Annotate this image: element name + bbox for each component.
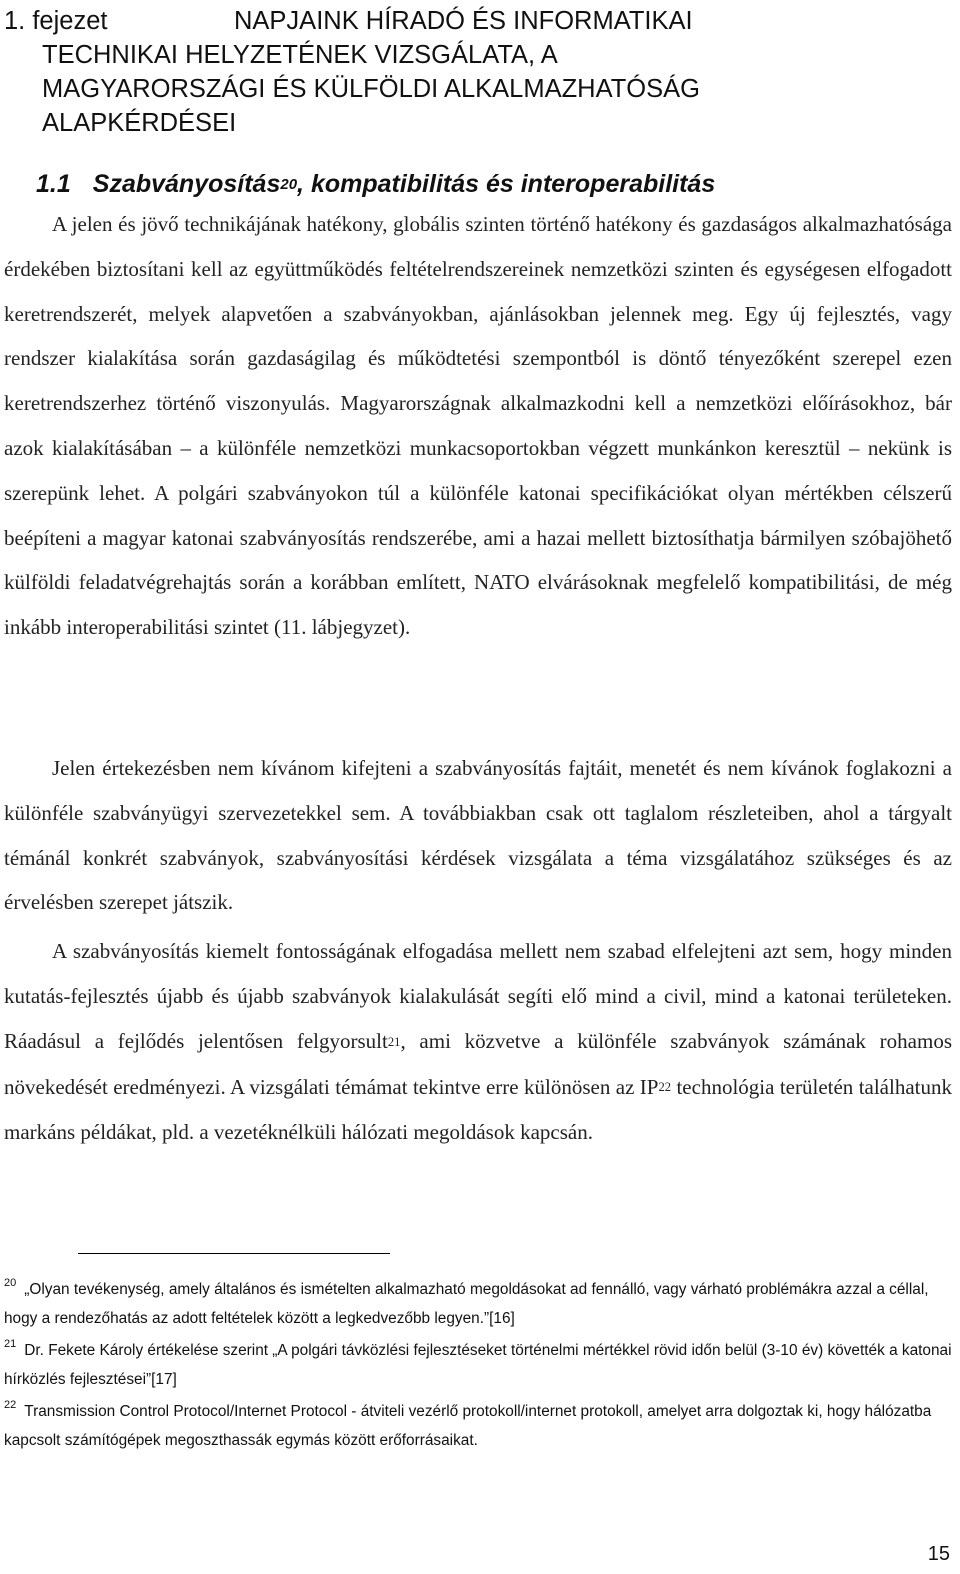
footnote-text: „Olyan tevékenység, amely általános és ismételten alkalmazható megoldásokat ad fennálló, vagy várható problémákra azzal a céllal, hogy a rendezőhatás az adott feltételek között a legkedvezőbb legyen.”[16] [4, 1281, 929, 1327]
chapter-label: 1. fejezet [4, 7, 108, 35]
paragraph-1-text: A jelen és jövő technikájának hatékony, globális szinten történő hatékony és gazdaságos alkalmazhatósága érdekében biztosítani kell az együttműködés feltételrendszereinek nemzetközi szinten és egységesen elfogadott keretrendszerét, melyek alapvetően a szabványokban, ajánlásokban jelennek meg. Egy új fejlesztés, vagy rendszer kialakítása során gazdaságilag és működtetési szempontból is döntő tényezőként szerepel ezen keretrendszerhez történő viszonyulás. Magyarországnak alkalmazkodni kell a nemzetközi előírásokhoz, bár azok kialakításában – a különféle nemzetközi munkacsoportokban végzett munkánkon keresztül – nekünk is szerepünk lehet. A polgári szabványokon túl a különféle katonai specifikációkat olyan mértékben célszerű beépíteni a magyar katonai szabványosítás rendszerébe, ami a hazai mellett biztosíthatja bármilyen szóbajöhető külföldi feladatvégrehajtás során a korábban említett, NATO elvárásoknak megfelelő kompatibilitási, de még inkább interoperabilitási szintet (11. lábjegyzet). [4, 212, 952, 640]
paragraph-2-text: Jelen értekezésben nem kívánom kifejteni a szabványosítás fajtáit, menetét és nem kívánok foglakozni a különféle szabványügyi szervezetekkel sem. A továbbiakban csak ott taglalom részleteiben, ahol a tárgyalt témánál konkrét szabványok, szabványosítási kérdések vizsgálata a téma vizsgálatához szükséges és az érvelésben szerepet játszik. [4, 756, 952, 915]
paragraph-3-text-a: A szabványosítás kiemelt fontosságának elfogadása mellett nem szabad elfelejteni azt sem, hogy minden kutatás-fejlesztés újabb és újabb szabványok kialakulását segíti elő mind a civil, mind a katonai területeken. Ráadásul a fejlődés jelentősen felgyorsult [4, 939, 952, 1054]
paragraph-3-text-c: technológia területén találhatunk markáns példákat, pld. a vezetéknélküli hálózati megoldások kapcsán. [4, 1074, 952, 1144]
footnote-text: Transmission Control Protocol/Internet Protocol - átviteli vezérlő protokoll/internet protokoll, amelyet arra dolgoztak ki, hogy hálózatba kapcsolt számítógépek megoszthassák egymás között erőforrásaikat. [4, 1403, 932, 1449]
section-title-end: , kompatibilitás és interoperabilitás [297, 170, 716, 198]
chapter-title-line-1: NAPJAINK HÍRADÓ ÉS INFORMATIKAI [234, 7, 693, 35]
footnote-ref-22[interactable]: 22 [658, 1080, 672, 1095]
section-number: 1.1 [36, 170, 71, 198]
paragraph-3-text-b: , ami közvetve a különféle szabványok számának rohamos növekedését eredményezi. A vizsgálati témámat tekintve erre különösen az IP [4, 1029, 952, 1099]
footnote-number: 21 [4, 1338, 17, 1350]
footnote-20 [4, 1276, 954, 1332]
chapter-title-line-2: TECHNIKAI HELYZETÉNEK VIZSGÁLATA, A [42, 41, 558, 69]
footnote-number: 20 [4, 1277, 17, 1289]
paragraph-1 [4, 202, 952, 650]
paragraph-3 [4, 929, 952, 1155]
footnote-text: Dr. Fekete Károly értékelése szerint „A polgári távközlési fejlesztéseket történelmi mértékkel rövid időn belül (3-10 év) követték a katonai hírközlés fejlesztései”[17] [4, 1342, 952, 1388]
footnote-ref-20[interactable]: 20 [280, 176, 298, 193]
footnotes [4, 1276, 954, 1459]
chapter-title-line-4: ALAPKÉRDÉSEI [42, 109, 237, 137]
section-title-start: Szabványosítás [92, 170, 281, 198]
footnote-21 [4, 1337, 954, 1393]
page-number: 15 [927, 1543, 950, 1565]
footnote-number: 22 [4, 1399, 17, 1411]
footnote-separator [78, 1253, 390, 1254]
footnote-22 [4, 1398, 954, 1454]
section-heading [36, 166, 715, 202]
paragraph-2 [4, 746, 952, 925]
footnote-ref-21[interactable]: 21 [387, 1034, 401, 1049]
chapter-title-line-3: MAGYARORSZÁGI ÉS KÜLFÖLDI ALKALMAZHATÓSÁG [42, 75, 700, 103]
